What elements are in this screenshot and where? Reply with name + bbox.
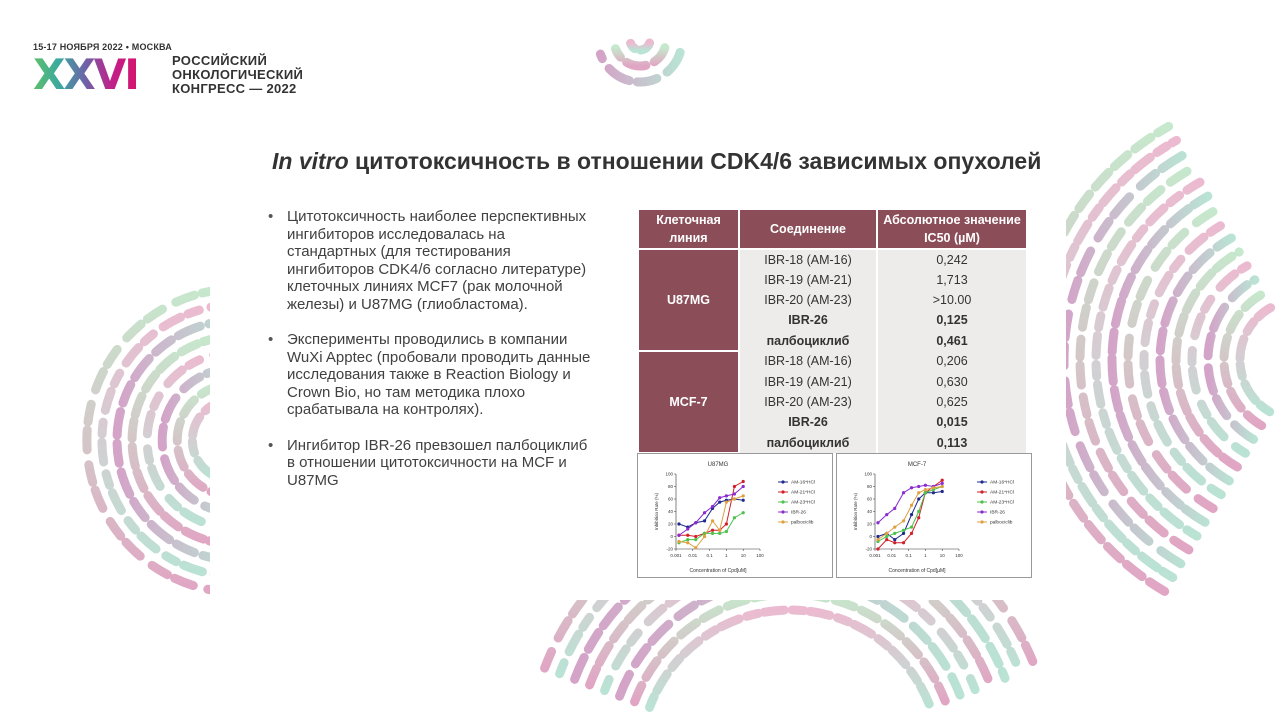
data-point [742,480,745,483]
data-point [725,494,728,497]
cell-line: MCF-7 [638,351,739,453]
cell-line: U87MG [638,249,739,351]
data-point [694,538,697,541]
bullet-list [268,208,598,507]
compound: палбоциклиб [739,331,877,351]
ic50-value: 0,206 [877,351,1027,371]
data-point [885,535,888,538]
y-tick-label: 60 [866,496,872,502]
legend-label: AM-21*HCl [990,490,1014,496]
y-tick-label: 20 [866,521,872,527]
data-point [733,492,736,495]
y-tick-label: 100 [864,471,872,477]
data-point [711,505,714,508]
data-point [686,541,689,544]
name-line: ОНКОЛОГИЧЕСКИЙ [172,67,304,82]
data-point [910,486,913,489]
x-tick-label: 0.01 [887,553,897,558]
header-compound: Соединение [739,209,877,249]
data-point [917,497,920,500]
data-point [703,519,706,522]
data-point [910,504,913,507]
y-tick-label: 80 [866,484,872,489]
y-tick-label: 20 [667,521,673,527]
data-point [924,491,927,494]
y-tick-label: -20 [666,546,673,552]
data-point [725,522,728,525]
stripe [1240,308,1271,412]
data-point [694,546,697,549]
compound: IBR-20 (AM-23) [739,392,877,412]
ic50-value: 0,625 [877,392,1027,412]
data-point [686,538,689,541]
data-point [718,532,721,535]
x-tick-label: 0.001 [869,553,881,558]
data-point [910,513,913,516]
data-point [677,540,680,543]
data-point [876,538,879,541]
x-tick-label: 0.1 [706,553,713,558]
compound: IBR-18 (AM-16) [739,249,877,269]
data-point [885,532,888,535]
data-point [941,482,944,485]
y-axis-label: Inhibition Rate (%) [654,492,659,531]
data-point [924,488,927,491]
x-axis-label: Concentration of Cpd[uM] [689,568,747,574]
congress-logo [33,42,304,99]
legend-label: AM-16*HCl [990,480,1014,486]
compound: IBR-19 (AM-21) [739,371,877,391]
data-point [917,491,920,494]
legend-marker [980,490,983,493]
data-point [893,507,896,510]
data-point [902,519,905,522]
data-point [725,530,728,533]
x-tick-label: 100 [756,553,764,558]
data-point [733,497,736,500]
table-row [638,351,1027,371]
data-point [733,516,736,519]
legend-label: AM-23*HCl [791,500,815,506]
legend-label: AM-16*HCl [791,480,815,486]
compound: IBR-26 [739,412,877,432]
y-tick-label: 100 [665,471,673,477]
title-text: цитотоксичность в отношении CDK4/6 зависимых опухолей [348,148,1042,174]
legend-label: palbociclib [990,520,1013,526]
header-cell-line: Клеточная линия [638,209,739,249]
congress-name [172,54,303,96]
data-point [885,513,888,516]
legend-marker [980,480,983,483]
legend-marker [980,500,983,503]
legend-label: IBR-26 [791,510,806,516]
bullet-item: • Ингибитор IBR-26 превзошел палбоциклиб в отношении цитотоксичности на MCF и U87MG [268,437,598,490]
ic50-value: 0,630 [877,371,1027,391]
bullet-item: • Эксперименты проводились в компании WuXi Apptec (пробовали проводить данные исследования также в Reaction Biology и Crown Bio, но там методика плохо срабатывала на контролях). [268,331,598,419]
data-point [917,510,920,513]
bullet-item: • Цитотоксичность наиболее перспективных ингибиторов исследовалась на стандартных (для тестирования ингибиторов CDK4/6 согласно литературе) клеточных линиях MCF7 (рак молочной железы) и U87MG (глиобластома). [268,208,598,313]
data-point [703,511,706,514]
data-point [885,538,888,541]
compound: IBR-18 (AM-16) [739,351,877,371]
data-point [711,529,714,532]
data-point [917,516,920,519]
name-line: РОССИЙСКИЙ [172,53,268,68]
data-point [910,532,913,535]
data-point [725,501,728,504]
compound: палбоциклиб [739,433,877,453]
data-point [686,527,689,530]
legend-label: IBR-26 [990,510,1005,516]
x-tick-label: 0.1 [905,553,912,558]
data-point [893,532,896,535]
chart-mcf7 [836,453,1032,578]
name-line: КОНГРЕСС — 2022 [172,81,297,96]
legend-marker [781,520,784,523]
y-tick-label: 40 [667,509,673,514]
ic50-value: 1,713 [877,269,1027,289]
data-point [742,494,745,497]
data-point [677,522,680,525]
data-point [694,521,697,524]
table-row [638,249,1027,269]
legend-marker [781,510,784,513]
congress-date: 15-17 НОЯБРЯ 2022 • МОСКВА [33,42,173,52]
legend-marker [980,510,983,513]
data-point [733,485,736,488]
chart-title: MCF-7 [907,462,927,468]
data-point [718,501,721,504]
ic50-value: >10.00 [877,290,1027,310]
y-tick-label: 0 [670,534,673,539]
slide-title [272,148,1041,175]
data-point [718,496,721,499]
x-tick-label: 10 [939,553,945,558]
compound: IBR-19 (AM-21) [739,269,877,289]
data-point [902,532,905,535]
legend-marker [781,500,784,503]
data-point [902,541,905,544]
data-point [924,484,927,487]
header-ic50: Абсолютное значение IC50 (µM) [877,209,1027,249]
data-point [941,479,944,482]
y-tick-label: 80 [667,484,673,489]
y-axis-label: Inhibition Rate (%) [853,492,858,531]
chart-title: U87MG [707,462,729,468]
data-point [686,534,689,537]
data-point [932,491,935,494]
data-point [711,532,714,535]
data-point [876,521,879,524]
data-point [742,499,745,502]
data-point [711,519,714,522]
ic50-table [637,208,1028,454]
data-point [876,535,879,538]
x-tick-label: 0.01 [688,553,698,558]
x-tick-label: 1 [924,553,927,558]
data-point [910,526,913,529]
logo-roman-numeral: XXVI [33,50,138,99]
data-point [694,535,697,538]
data-point [932,486,935,489]
data-point [703,535,706,538]
legend-label: AM-21*HCl [791,490,815,496]
legend-marker [781,480,784,483]
data-point [742,485,745,488]
x-tick-label: 100 [955,553,963,558]
x-axis-label: Concentration of Cpd[µM] [888,568,946,574]
ic50-value: 0,125 [877,310,1027,330]
ic50-value: 0,015 [877,412,1027,432]
stripe [631,43,650,50]
compound: IBR-26 [739,310,877,330]
y-tick-label: 60 [667,496,673,502]
data-point [718,529,721,532]
data-point [941,490,944,493]
data-point [941,485,944,488]
data-point [677,534,680,537]
ic50-value: 0,113 [877,433,1027,453]
compound: IBR-20 (AM-23) [739,290,877,310]
legend-label: palbociclib [791,520,814,526]
x-tick-label: 1 [725,553,728,558]
x-tick-label: 0.001 [670,553,682,558]
legend-marker [980,520,983,523]
data-point [917,485,920,488]
chart-u87mg [637,453,833,578]
data-point [742,511,745,514]
y-tick-label: 40 [866,509,872,514]
ic50-value: 0,461 [877,331,1027,351]
title-italic: In vitro [272,148,349,174]
data-point [902,529,905,532]
legend-label: AM-23*HCl [990,500,1014,506]
data-point [893,526,896,529]
y-tick-label: 0 [869,534,872,539]
data-point [876,547,879,550]
data-point [893,541,896,544]
legend-marker [781,490,784,493]
y-tick-label: -20 [865,546,872,552]
data-point [893,538,896,541]
series-line [878,487,942,540]
x-tick-label: 10 [740,553,746,558]
ic50-value: 0,242 [877,249,1027,269]
data-point [902,491,905,494]
